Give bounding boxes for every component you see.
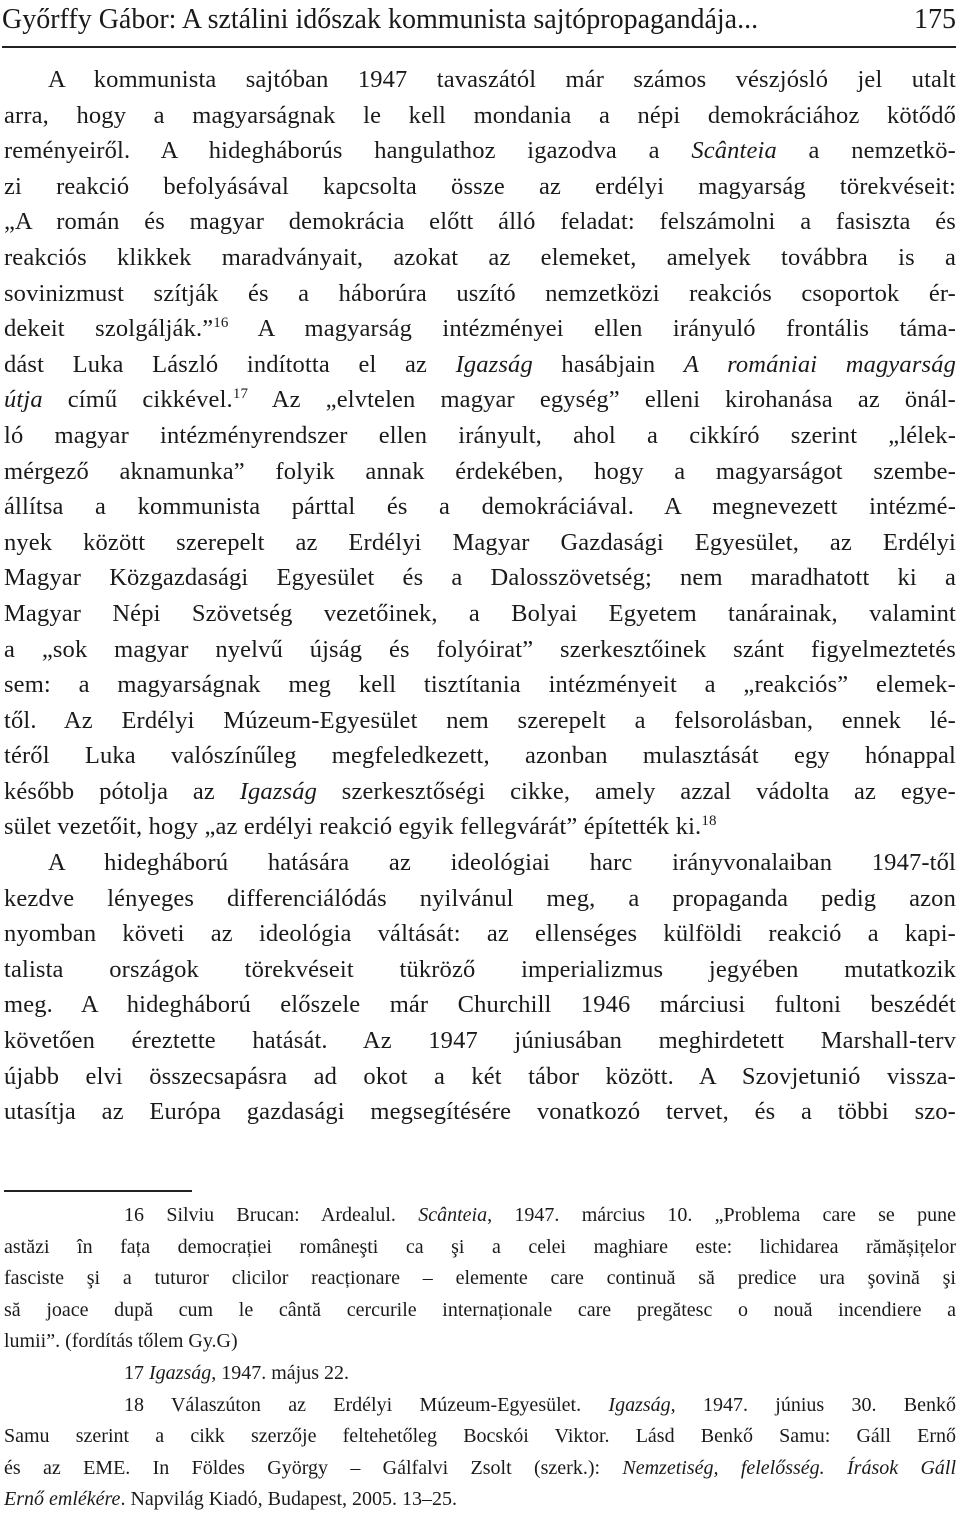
italic-title: Igazság [608, 1393, 671, 1416]
paragraph-line [4, 881, 956, 917]
text-run: să joace după cum le cântă cercurile internaționale care pregătesc o nouă incendiere a [4, 1298, 956, 1321]
text-run: reményeiről. A hidegháborús hangulathoz igazodva a [4, 137, 692, 165]
paragraph-line [4, 1059, 956, 1095]
italic-title: Igazság [239, 777, 317, 805]
text-run: dást Luka László indította el az [4, 350, 456, 378]
paragraph-line [4, 454, 956, 490]
paragraph-line [4, 62, 956, 98]
text-run: fasciste şi a tuturor clicilor reacționare – elemente care continuă să predice ura şovină şi [4, 1267, 956, 1290]
text-run: Magyar Közgazdasági Egyesület és a Dalosszövetség; nem maradhatott ki a [4, 564, 956, 592]
text-run: ló magyar intézményrendszer ellen irányult, ahol a cikkíró szerint „lélek- [4, 421, 956, 449]
text-run: kezdve lényeges differenciálódás nyilvánul meg, a propaganda pedig azon [4, 884, 956, 912]
text-run: nyomban követi az ideológia váltását: az ellenséges külföldi reakció a kapi- [4, 920, 956, 948]
text-run: sem: a magyarságnak meg kell tisztítania intézményeit a „reakciós” elemek- [4, 671, 956, 699]
italic-title: útja [4, 386, 43, 414]
paragraph-line [4, 952, 956, 988]
text-run: , 1947. június 30. Benkő [670, 1393, 956, 1416]
text-run: A hidegháború hatására az ideológiai harc irányvonalaiban 1947-től [48, 849, 956, 877]
text-run: követően éreztette hatását. Az 1947 júniusában meghirdetett Marshall-terv [4, 1027, 956, 1055]
text-run: című cikkével. [42, 386, 233, 414]
text-run: meg. A hidegháború előszele már Churchill 1946 márciusi fultoni beszédét [4, 991, 956, 1019]
text-run: zi reakció befolyásával kapcsolta össze az erdélyi magyarság törekvéseit: [4, 172, 956, 200]
text-run: és az EME. In Földes György – Gálfalvi Zsolt (szerk.): [4, 1456, 623, 1479]
footnote-marker: 17 [232, 386, 249, 403]
paragraph-line [4, 311, 956, 347]
footnote-line [4, 1263, 956, 1295]
text-run: utasítja az Európa gazdasági megsegítésére vonatkozó tervet, és a többi szo- [4, 1098, 956, 1126]
italic-title: A romániai magyarság [683, 350, 956, 378]
text-run: astăzi în fața democrației româneşti ca şi a celei maghiare este: lichidarea rămășițelor [4, 1235, 956, 1258]
paragraph-line [4, 703, 956, 739]
paragraph-line [4, 987, 956, 1023]
italic-title: Scânteia [418, 1204, 488, 1226]
italic-title: Igazság [149, 1361, 212, 1384]
paragraph-line [4, 845, 956, 881]
text-run: szerkesztőségi cikke, amely azzal vádolta az egye- [317, 777, 956, 805]
text-run: 18 Válaszúton az Erdélyi Múzeum-Egyesület. [124, 1393, 609, 1416]
text-run: , 1947. május 22. [211, 1361, 350, 1384]
paragraph-line [4, 418, 956, 454]
text-run: hasábjain [532, 350, 684, 378]
main-text [4, 62, 956, 1130]
paragraph-line [4, 560, 956, 596]
paragraph-line [4, 1023, 956, 1059]
paragraph-line [4, 809, 956, 845]
footnote-marker: 16 [213, 315, 229, 332]
paragraph-line [4, 204, 956, 240]
text-run: től. Az Erdélyi Múzeum-Egyesület nem szerepelt a felsorolásban, ennek lé- [4, 706, 956, 734]
footnote-line [4, 1390, 956, 1422]
running-header [2, 2, 956, 48]
text-run: téről Luka valószínűleg megfeledkezett, azonban mulasztását egy hónappal [4, 742, 956, 770]
footnote-line [4, 1200, 956, 1232]
paragraph-line [4, 240, 956, 276]
text-run: a „sok magyar nyelvű újság és folyóirat” szerkesztőinek szánt figyelmeztetés [4, 635, 956, 663]
text-run: reakciós klikkek maradványait, azokat az elemeket, amelyek továbbra is a [4, 243, 956, 271]
text-run: . Napvilág Kiadó, Budapest, 2005. 13–25. [120, 1488, 458, 1511]
italic-title: Scânteia [691, 137, 777, 165]
footnote-line [4, 1358, 956, 1390]
text-run: mérgező aknamunka” folyik annak érdekében, hogy a magyarságot szembe- [4, 457, 956, 485]
paragraph-line [4, 738, 956, 774]
text-run: nyek között szerepelt az Erdélyi Magyar Gazdasági Egyesület, az Erdélyi [4, 528, 956, 556]
footnote-marker: 18 [701, 813, 717, 830]
paragraph-line [4, 382, 956, 418]
footnote-separator [4, 1190, 192, 1192]
text-run: Magyar Népi Szövetség vezetőinek, a Bolyai Egyetem tanárainak, valamint [4, 599, 956, 627]
text-run: 17 [124, 1361, 149, 1384]
footnote-line [4, 1326, 956, 1358]
text-run: lumii”. (fordítás tőlem Gy.G) [4, 1330, 238, 1353]
text-run: sület vezetőit, hogy „az erdélyi reakció egyik fellegvárát” építették ki. [4, 813, 702, 841]
text-run: talista országok törekvéseit tükröző imperializmus jegyében mutatkozik [4, 955, 956, 983]
paragraph-line [4, 525, 956, 561]
text-run: a nemzetkö- [776, 137, 956, 165]
text-run: Samu szerint a cikk szerzője feltehetőleg Bocskói Viktor. Lásd Benkő Samu: Gáll Ernő [4, 1425, 956, 1448]
paragraph-line [4, 169, 956, 205]
page-number: 175 [914, 4, 956, 35]
paragraph-line [4, 596, 956, 632]
text-run: , 1947. március 10. „Problema care se pune [487, 1204, 956, 1226]
text-run: A magyarság intézményei ellen irányuló frontális táma- [228, 315, 956, 343]
paragraph-line [4, 632, 956, 668]
footnotes [4, 1200, 956, 1516]
text-run: később pótolja az [4, 777, 240, 805]
paragraph-line [4, 1094, 956, 1130]
paragraph-line [4, 489, 956, 525]
paragraph-line [4, 276, 956, 312]
footnote-line [4, 1421, 956, 1453]
italic-title: Igazság [455, 350, 533, 378]
paragraph-line [4, 667, 956, 703]
text-run: sovinizmust szítják és a háborúra uszító nemzetközi reakciós csoportok ér- [4, 279, 956, 307]
text-run: 16 Silviu Brucan: Ardealul. [124, 1204, 419, 1226]
footnote-line [4, 1295, 956, 1327]
paragraph-line [4, 133, 956, 169]
paragraph-line [4, 916, 956, 952]
footnote-line [4, 1484, 956, 1516]
text-run: Az „elvtelen magyar egység” elleni kirohanása az önál- [248, 386, 956, 414]
footnote-line [4, 1453, 956, 1485]
text-run: „A román és magyar demokrácia előtt álló feladat: felszámolni a fasiszta és [4, 208, 956, 236]
paragraph-line [4, 347, 956, 383]
italic-title: Nemzetiség, felelősség. Írások Gáll [622, 1456, 956, 1479]
paragraph-line [4, 774, 956, 810]
paragraph-line [4, 98, 956, 134]
italic-title: Ernő emlékére [4, 1488, 121, 1511]
footnote-line [4, 1232, 956, 1264]
text-run: állítsa a kommunista párttal és a demokráciával. A megnevezett intézmé- [4, 493, 956, 521]
text-run: újabb elvi összecsapásra ad okot a két tábor között. A Szovjetunió vissza- [4, 1062, 956, 1090]
text-run: dekeit szolgálják.” [4, 315, 214, 343]
running-title: Győrffy Gábor: A sztálini időszak kommunista sajtópropagandája... [2, 4, 759, 35]
text-run: arra, hogy a magyarságnak le kell mondania a népi demokráciához kötődő [4, 101, 956, 129]
text-run: A kommunista sajtóban 1947 tavaszától már számos vészjósló jel utalt [48, 66, 956, 93]
